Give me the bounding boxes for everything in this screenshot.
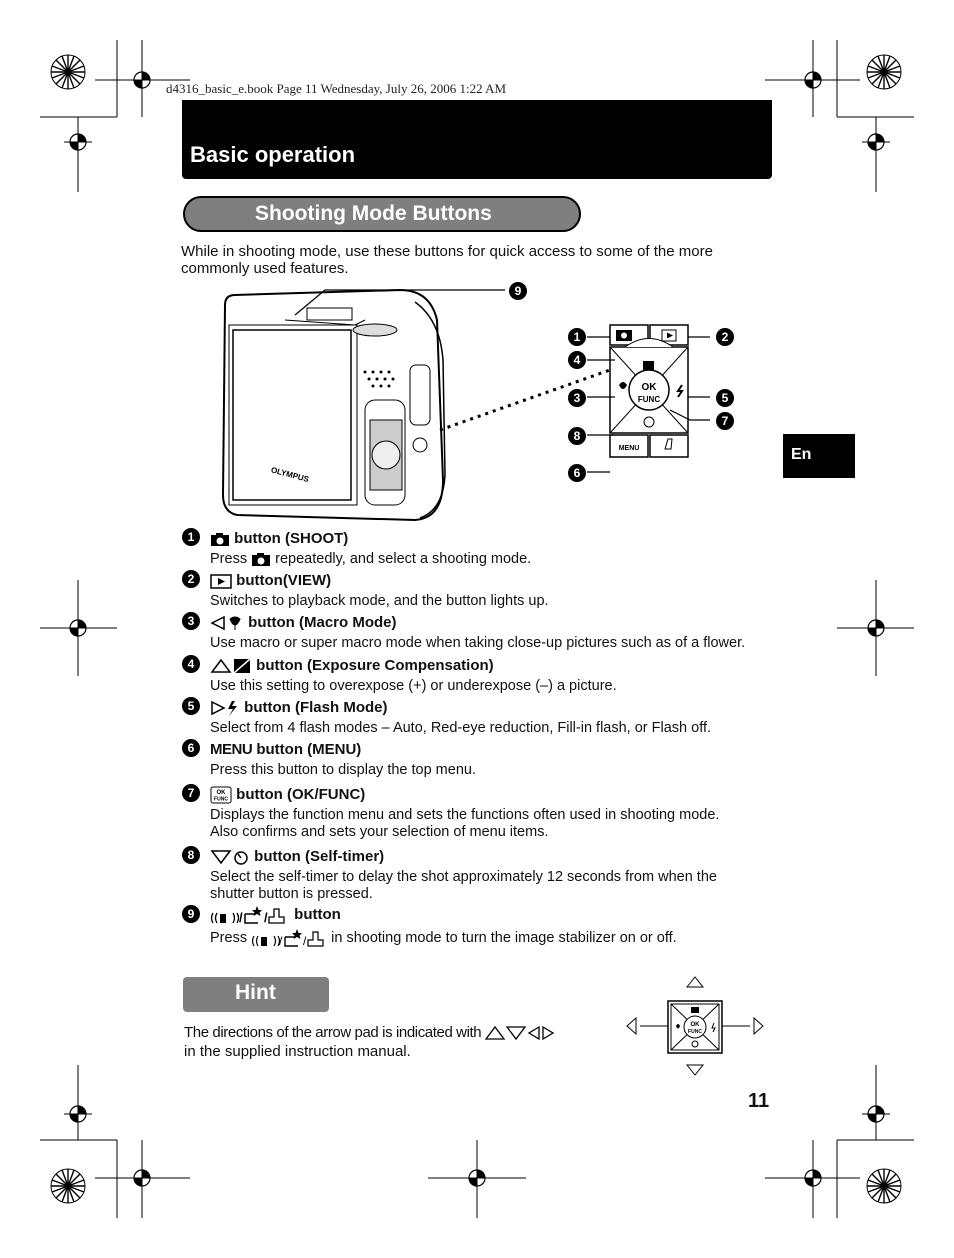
svg-text:/: / (303, 934, 307, 947)
item-desc-2: Also confirms and sets your selection of menu items. (210, 824, 549, 840)
svg-text:/: / (239, 910, 243, 925)
item-desc: Switches to playback mode, and the button lights up. (210, 593, 549, 609)
play-icon (210, 574, 232, 589)
camera-diagram (215, 280, 745, 530)
item-title: button (Self-timer) (210, 848, 384, 865)
ok-func-icon (210, 786, 232, 804)
callout-7: 7 (716, 412, 734, 430)
callout-8: 8 (568, 427, 586, 445)
callout-9: 9 (509, 282, 527, 300)
button-pad (610, 325, 688, 457)
svg-text:/: / (264, 910, 268, 925)
callout-6: 6 (568, 464, 586, 482)
item-desc: Press / / in shooting mode to turn the image stabilizer on or off. (210, 929, 677, 947)
arrow-up-exposure-icon (210, 658, 252, 674)
arrow-pad-diagram (620, 973, 770, 1078)
item-desc: Use this setting to overexpose (+) or underexpose (–) a picture. (210, 678, 617, 694)
item-number: 3 (182, 612, 200, 630)
callout-5: 5 (716, 389, 734, 407)
item-title: button (Macro Mode) (210, 614, 396, 631)
callout-3: 3 (568, 389, 586, 407)
callout-2: 2 (716, 328, 734, 346)
svg-text:FUNC: FUNC (688, 1029, 702, 1035)
book-file-info: d4316_basic_e.book Page 11 Wednesday, July 26, 2006 1:22 AM (166, 81, 507, 96)
stabilizer-favorite-print-icons (210, 905, 290, 925)
arrow-right-flash-icon (210, 700, 240, 716)
callout-1: 1 (568, 328, 586, 346)
item-number: 6 (182, 739, 200, 757)
pad-func-label: FUNC (637, 395, 661, 404)
item-desc: Press repeatedly, and select a shooting mode. (210, 551, 532, 567)
hint-text: The directions of the arrow pad is indicated with in the supplied instruction manual. (184, 1023, 604, 1061)
arrow-down-self-timer-icon (210, 849, 250, 865)
item-number: 2 (182, 570, 200, 588)
svg-text:OK: OK (216, 790, 226, 797)
camera-brand-label: OLYMPUS (269, 465, 310, 485)
intro-paragraph: While in shooting mode, use these buttons for quick access to some of the more commonly used features. (181, 243, 713, 277)
pad-ok-label: OK (641, 382, 657, 393)
svg-text:/: / (279, 934, 283, 947)
callout-4: 4 (568, 351, 586, 369)
item-title: button (Flash Mode) (210, 699, 387, 716)
item-number: 9 (182, 905, 200, 923)
hint-title: Hint (235, 981, 276, 1004)
item-title: OK FUNC button (OK/FUNC) (210, 786, 365, 804)
item-number: 1 (182, 528, 200, 546)
item-number: 7 (182, 784, 200, 802)
item-desc: Use macro or super macro mode when taking close-up pictures such as of a flower. (210, 635, 746, 651)
item-number: 8 (182, 846, 200, 864)
item-desc: Displays the function menu and sets the functions often used in shooting mode. (210, 807, 720, 823)
item-desc-2: shutter button is pressed. (210, 886, 373, 902)
item-desc: Select from 4 flash modes – Auto, Red-eye reduction, Fill-in flash, or Flash off. (210, 720, 712, 736)
arrow-left-macro-icon (210, 615, 244, 631)
item-number: 5 (182, 697, 200, 715)
svg-text:OK: OK (690, 1022, 700, 1028)
item-title: / / button (210, 905, 341, 925)
pad-menu-label: MENU (618, 445, 640, 452)
item-title: button (SHOOT) (210, 530, 348, 547)
item-title: MENU button (MENU) (210, 741, 362, 758)
arrow-pad-directions-icon (485, 1025, 557, 1041)
page-number: 11 (748, 1090, 770, 1112)
camera-body (223, 290, 445, 520)
item-title: button (Exposure Compensation) (210, 657, 494, 674)
item-number: 4 (182, 655, 200, 673)
subsection-title: Shooting Mode Buttons (255, 202, 492, 225)
language-label: En (791, 446, 812, 463)
stabilizer-favorite-print-icons (251, 929, 327, 947)
camera-icon (251, 552, 271, 567)
item-desc: Select the self-timer to delay the shot approximately 12 seconds from when the (210, 869, 717, 885)
camera-icon (210, 532, 230, 547)
section-title: Basic operation (190, 142, 356, 167)
item-title: button(VIEW) (210, 572, 331, 589)
svg-text:FUNC: FUNC (214, 796, 228, 803)
item-desc: Press this button to display the top menu. (210, 762, 476, 778)
